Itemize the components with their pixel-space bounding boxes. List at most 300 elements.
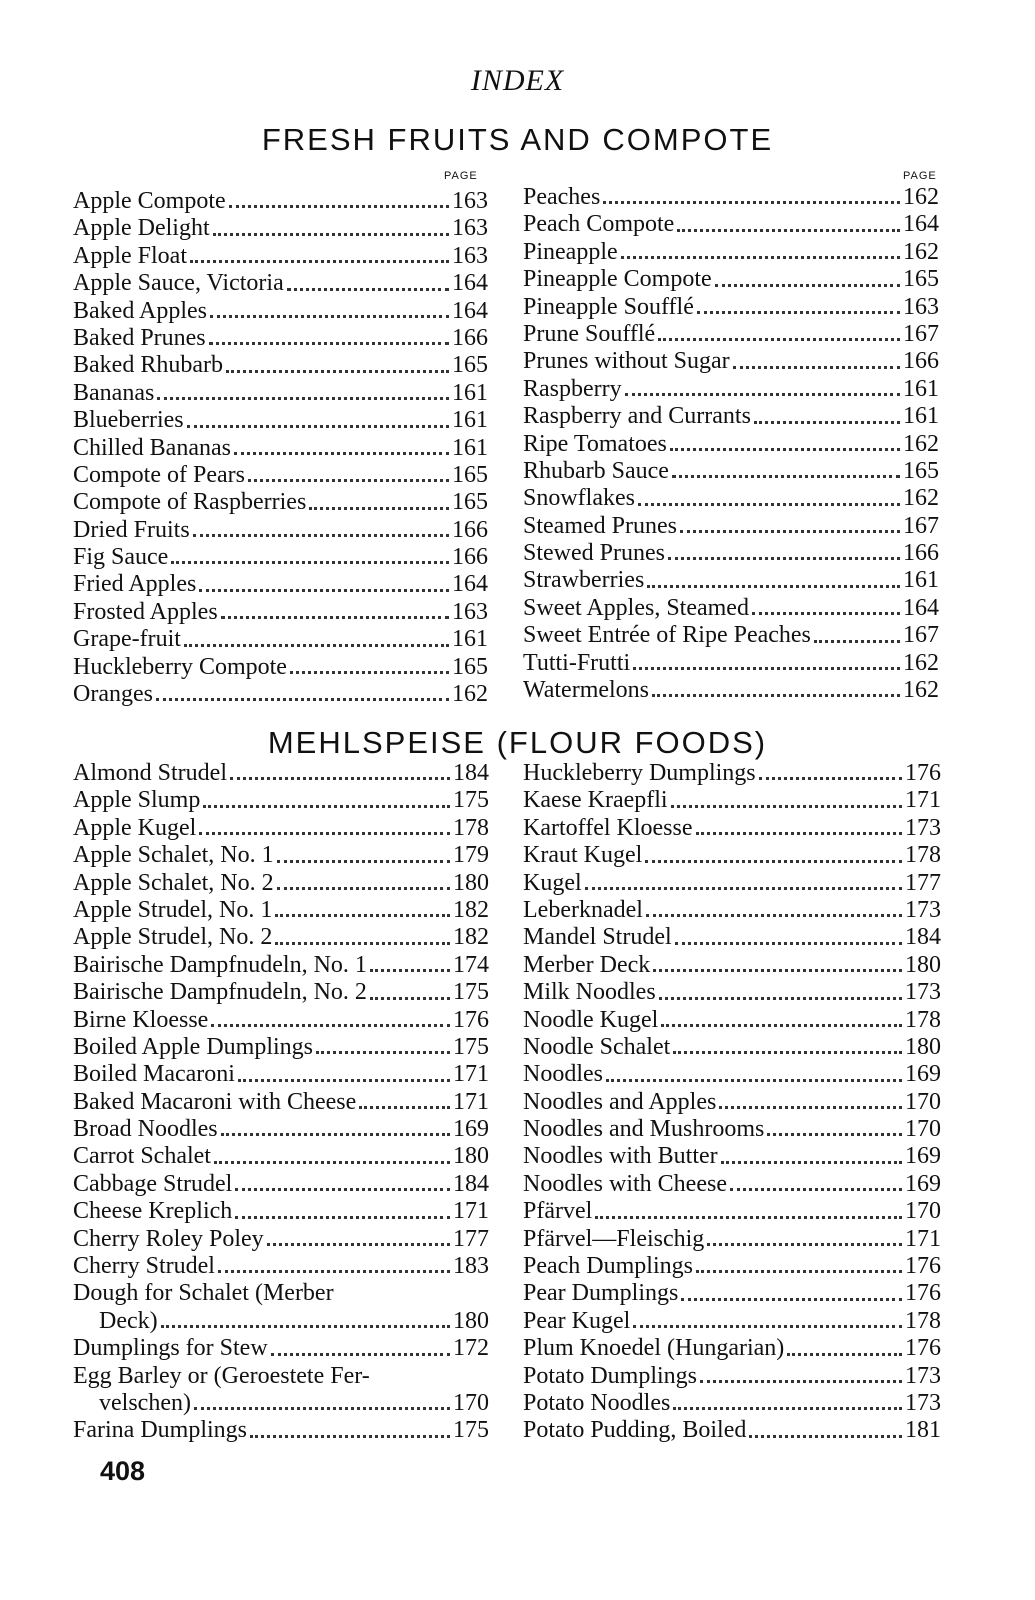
index-entry — [523, 184, 939, 211]
index-entry — [73, 489, 488, 516]
index-entry — [73, 1116, 489, 1143]
entry-title: Peach Dumplings — [523, 1253, 693, 1280]
dot-leader — [359, 1105, 450, 1109]
dot-leader — [316, 1050, 450, 1054]
entry-title: Noodle Schalet — [523, 1033, 671, 1060]
index-entry — [523, 1034, 941, 1061]
index-entry — [523, 897, 941, 924]
dot-leader — [675, 941, 902, 945]
entry-title: Huckleberry Dumplings — [523, 759, 756, 786]
dot-leader — [733, 365, 900, 369]
entry-title: Almond Strudel — [73, 759, 227, 786]
entry-title: Fig Sauce — [73, 544, 169, 571]
entry-page-number: 175 — [453, 1033, 489, 1060]
entry-title: Huckleberry Compote — [73, 653, 287, 680]
entry-title: Apple Float — [73, 242, 187, 269]
index-entry — [523, 815, 941, 842]
entry-page-number: 170 — [905, 1116, 941, 1143]
entry-page-number: 171 — [905, 787, 941, 814]
entry-page-number: 165 — [903, 266, 939, 293]
index-entry — [523, 1335, 941, 1362]
entry-page-number: 162 — [903, 238, 939, 265]
entry-title: Merber Deck — [523, 951, 651, 978]
index-entry — [523, 1253, 941, 1280]
index-entry — [73, 1280, 489, 1307]
entry-title: Steamed Prunes — [523, 512, 677, 539]
entry-page-number: 164 — [903, 211, 939, 238]
index-entry — [73, 1308, 489, 1335]
entry-title: Noodles and Apples — [523, 1088, 717, 1115]
dot-leader — [700, 1379, 902, 1383]
index-entry — [73, 1253, 489, 1280]
index-entry — [73, 1198, 489, 1225]
dot-leader — [647, 584, 900, 588]
entry-title: Dough for Schalet (Merber — [73, 1280, 334, 1307]
dot-leader — [275, 913, 450, 917]
dot-leader — [267, 1242, 450, 1246]
index-entry — [523, 952, 941, 979]
entry-page-number: 178 — [905, 842, 941, 869]
entry-title: Blueberries — [73, 407, 184, 434]
entry-title: Potato Noodles — [523, 1389, 671, 1416]
index-entry — [523, 1226, 941, 1253]
dot-leader — [670, 447, 900, 451]
entry-page-number: 166 — [903, 348, 939, 375]
index-entry — [523, 1417, 941, 1444]
index-entry — [73, 1417, 489, 1444]
index-entry — [73, 681, 488, 708]
page-number: 408 — [100, 1456, 146, 1486]
entry-page-number: 170 — [905, 1198, 941, 1225]
entry-page-number: 165 — [903, 457, 939, 484]
entry-page-number: 161 — [903, 567, 939, 594]
index-entry — [523, 1171, 941, 1198]
entry-page-number: 166 — [452, 516, 488, 543]
dot-leader — [653, 968, 902, 972]
entry-title: Pineapple Soufflé — [523, 293, 694, 320]
entry-title: Sweet Entrée of Ripe Peaches — [523, 622, 811, 649]
index-entry — [523, 266, 939, 293]
index-entry — [73, 952, 489, 979]
entry-page-number: 162 — [903, 649, 939, 676]
entry-page-number: 164 — [452, 297, 488, 324]
entry-page-number: 167 — [903, 320, 939, 347]
entry-page-number: 180 — [905, 1033, 941, 1060]
index-column-left — [73, 760, 489, 1445]
dot-leader — [672, 474, 900, 478]
index-entry — [523, 924, 941, 951]
entry-title: Milk Noodles — [523, 979, 656, 1006]
dot-leader — [235, 1215, 450, 1219]
entry-title: Boiled Apple Dumplings — [73, 1033, 313, 1060]
entry-title: Baked Apples — [73, 297, 207, 324]
dot-leader — [638, 502, 900, 506]
entry-page-number: 182 — [453, 896, 489, 923]
entry-title: Potato Dumplings — [523, 1362, 698, 1389]
entry-title: Pfärvel—Fleischig — [523, 1225, 705, 1252]
index-entry — [523, 1363, 941, 1390]
index-entry — [73, 243, 488, 270]
entry-page-number: 161 — [452, 379, 488, 406]
dot-leader — [290, 670, 449, 674]
index-entry — [73, 544, 488, 571]
entry-title: Apple Slump — [73, 787, 201, 814]
entry-title: Pineapple — [523, 238, 618, 265]
dot-leader — [238, 1078, 450, 1082]
entry-title: Broad Noodles — [73, 1116, 218, 1143]
index-entry — [523, 1061, 941, 1088]
entry-title: Tutti-Frutti — [523, 649, 631, 676]
entry-page-number: 162 — [903, 183, 939, 210]
dot-leader — [814, 639, 900, 643]
dot-leader — [199, 588, 449, 592]
dot-leader — [696, 1269, 902, 1273]
entry-page-number: 162 — [903, 677, 939, 704]
entry-page-number: 161 — [903, 403, 939, 430]
page-column-label-right: PAGE — [903, 170, 937, 182]
entry-page-number: 172 — [453, 1335, 489, 1362]
index-entry — [523, 595, 939, 622]
entry-page-number: 173 — [905, 814, 941, 841]
dot-leader — [668, 556, 900, 560]
entry-page-number: 183 — [453, 1253, 489, 1280]
index-entry — [73, 1390, 489, 1417]
entry-page-number: 161 — [903, 375, 939, 402]
dot-leader — [277, 886, 450, 890]
dot-leader — [659, 996, 902, 1000]
dot-leader — [156, 697, 449, 701]
dot-leader — [214, 1160, 450, 1164]
index-entry — [73, 924, 489, 951]
index-entry — [523, 1390, 941, 1417]
entry-page-number: 184 — [453, 759, 489, 786]
entry-page-number: 163 — [452, 242, 488, 269]
index-entry — [73, 1007, 489, 1034]
dot-leader — [673, 1050, 902, 1054]
entry-page-number: 176 — [905, 1335, 941, 1362]
index-entry — [523, 376, 939, 403]
entry-page-number: 176 — [453, 1006, 489, 1033]
index-entry — [73, 380, 488, 407]
dot-leader — [157, 396, 449, 400]
entry-page-number: 167 — [903, 512, 939, 539]
index-entry — [73, 815, 489, 842]
index-entry — [73, 298, 488, 325]
entry-title: Apple Kugel — [73, 814, 197, 841]
entry-page-number: 169 — [905, 1170, 941, 1197]
dot-leader — [226, 369, 449, 373]
dot-leader — [707, 1242, 902, 1246]
dot-leader — [585, 886, 902, 890]
index-entry — [523, 760, 941, 787]
entry-page-number: 180 — [453, 869, 489, 896]
index-entry — [523, 211, 939, 238]
entry-title: Leberknadel — [523, 896, 643, 923]
entry-title: Apple Strudel, No. 2 — [73, 924, 273, 951]
index-entry — [73, 1061, 489, 1088]
dot-leader — [652, 693, 900, 697]
dot-leader — [633, 1324, 902, 1328]
index-entry — [73, 870, 489, 897]
dot-leader — [752, 611, 900, 615]
entry-title: Grape-fruit — [73, 626, 181, 653]
entry-page-number: 165 — [452, 352, 488, 379]
entry-title: Carrot Schalet — [73, 1143, 211, 1170]
dot-leader — [187, 424, 449, 428]
index-entry — [73, 897, 489, 924]
dot-leader — [229, 204, 449, 208]
dot-leader — [221, 1132, 450, 1136]
dot-leader — [370, 968, 450, 972]
dot-leader — [595, 1215, 902, 1219]
dot-leader — [248, 478, 449, 482]
dot-leader — [199, 831, 450, 835]
dot-leader — [680, 529, 900, 533]
entry-title: Kaese Kraepfli — [523, 787, 668, 814]
entry-page-number: 179 — [453, 842, 489, 869]
dot-leader — [681, 1297, 902, 1301]
entry-page-number: 175 — [453, 1417, 489, 1444]
index-entry — [73, 215, 488, 242]
entry-title: Compote of Raspberries — [73, 489, 307, 516]
dot-leader — [161, 1324, 450, 1328]
index-entry — [73, 599, 488, 626]
entry-title: Peaches — [523, 183, 601, 210]
running-title: INDEX — [470, 64, 565, 97]
dot-leader — [625, 392, 900, 396]
index-entry — [523, 1143, 941, 1170]
entry-page-number: 161 — [452, 434, 488, 461]
entry-title: Noodles with Cheese — [523, 1170, 727, 1197]
index-entry — [523, 1308, 941, 1335]
index-entry — [73, 760, 489, 787]
entry-page-number: 178 — [905, 1006, 941, 1033]
dot-leader — [277, 859, 450, 863]
entry-title: Egg Barley or (Geroestete Fer- — [73, 1362, 370, 1389]
index-entry — [523, 870, 941, 897]
index-entry — [523, 513, 939, 540]
index-entry — [523, 403, 939, 430]
index-entry — [523, 321, 939, 348]
entry-title: Prune Soufflé — [523, 320, 656, 347]
entry-title: Ripe Tomatoes — [523, 430, 667, 457]
entry-title: Dried Fruits — [73, 516, 190, 543]
dot-leader — [194, 1406, 450, 1410]
entry-page-number: 170 — [905, 1088, 941, 1115]
index-entry — [73, 462, 488, 489]
entry-title: Pfärvel — [523, 1198, 593, 1225]
entry-title: Mandel Strudel — [523, 924, 672, 951]
dot-leader — [730, 1187, 902, 1191]
entry-title: Watermelons — [523, 677, 650, 704]
dot-leader — [759, 776, 902, 780]
entry-page-number: 165 — [452, 489, 488, 516]
index-entry — [73, 1143, 489, 1170]
entry-title: Cabbage Strudel — [73, 1170, 233, 1197]
entry-page-number: 173 — [905, 1362, 941, 1389]
entry-title: Noodles and Mushrooms — [523, 1116, 765, 1143]
index-entry — [523, 567, 939, 594]
entry-page-number: 163 — [452, 215, 488, 242]
dot-leader — [193, 533, 449, 537]
entry-title: Kraut Kugel — [523, 842, 643, 869]
entry-title: Prunes without Sugar — [523, 348, 730, 375]
entry-page-number: 178 — [453, 814, 489, 841]
entry-title: Baked Rhubarb — [73, 352, 223, 379]
entry-page-number: 170 — [453, 1389, 489, 1416]
dot-leader — [721, 1160, 902, 1164]
entry-title: Rhubarb Sauce — [523, 457, 669, 484]
index-entry — [523, 979, 941, 1006]
entry-title: Chilled Bananas — [73, 434, 231, 461]
entry-title: Farina Dumplings — [73, 1417, 247, 1444]
entry-title: velschen) — [99, 1389, 191, 1416]
entry-page-number: 175 — [453, 979, 489, 1006]
dot-leader — [287, 287, 449, 291]
index-entry — [73, 352, 488, 379]
dot-leader — [370, 996, 450, 1000]
entry-title: Potato Pudding, Boiled — [523, 1417, 747, 1444]
entry-page-number: 181 — [905, 1417, 941, 1444]
entry-page-number: 162 — [903, 485, 939, 512]
entry-page-number: 171 — [453, 1061, 489, 1088]
entry-title: Sweet Apples, Steamed — [523, 594, 749, 621]
index-entry — [523, 1198, 941, 1225]
entry-title: Noodles — [523, 1061, 603, 1088]
dot-leader — [210, 314, 449, 318]
dot-leader — [696, 831, 903, 835]
dot-leader — [213, 232, 449, 236]
index-entry — [523, 1116, 941, 1143]
dot-leader — [271, 1352, 450, 1356]
entry-page-number: 161 — [452, 626, 488, 653]
entry-title: Kartoffel Kloesse — [523, 814, 693, 841]
dot-leader — [211, 1023, 450, 1027]
section-title-mehlspeise: MEHLSPEISE (FLOUR FOODS) — [267, 725, 768, 760]
index-entry — [73, 842, 489, 869]
index-entry — [523, 294, 939, 321]
entry-page-number: 176 — [905, 759, 941, 786]
entry-title: Compote of Pears — [73, 461, 245, 488]
dot-leader — [221, 615, 449, 619]
dot-leader — [697, 310, 900, 314]
entry-page-number: 184 — [453, 1170, 489, 1197]
index-column-right — [523, 184, 939, 704]
entry-page-number: 162 — [903, 430, 939, 457]
entry-title: Frosted Apples — [73, 598, 218, 625]
entry-page-number: 177 — [453, 1225, 489, 1252]
entry-page-number: 177 — [905, 869, 941, 896]
index-entry — [523, 1280, 941, 1307]
index-entry — [73, 1034, 489, 1061]
index-entry — [523, 348, 939, 375]
dot-leader — [754, 420, 900, 424]
index-entry — [73, 979, 489, 1006]
index-entry — [523, 239, 939, 266]
index-column-right — [523, 760, 941, 1445]
index-entry — [73, 626, 488, 653]
index-entry — [73, 571, 488, 598]
entry-page-number: 176 — [905, 1280, 941, 1307]
entry-page-number: 165 — [452, 653, 488, 680]
entry-title: Baked Prunes — [73, 324, 206, 351]
dot-leader — [218, 1269, 450, 1273]
dot-leader — [661, 1023, 902, 1027]
entry-title: Dumplings for Stew — [73, 1335, 268, 1362]
dot-leader — [645, 859, 902, 863]
index-entry — [523, 787, 941, 814]
index-entry — [73, 325, 488, 352]
entry-page-number: 164 — [452, 270, 488, 297]
entry-page-number: 178 — [905, 1307, 941, 1334]
entry-title: Apple Strudel, No. 1 — [73, 896, 273, 923]
entry-title: Peach Compote — [523, 211, 675, 238]
dot-leader — [603, 200, 900, 204]
dot-leader — [606, 1078, 902, 1082]
index-entry — [523, 1089, 941, 1116]
entry-page-number: 164 — [903, 594, 939, 621]
index-entry — [523, 431, 939, 458]
entry-title: Apple Compote — [73, 187, 226, 214]
section-title-fresh-fruits: FRESH FRUITS AND COMPOTE — [261, 122, 774, 157]
index-column-left — [73, 188, 488, 708]
dot-leader — [621, 255, 900, 259]
index-entry — [73, 407, 488, 434]
entry-title: Boiled Macaroni — [73, 1061, 235, 1088]
entry-page-number: 176 — [905, 1253, 941, 1280]
entry-title: Pear Kugel — [523, 1307, 631, 1334]
index-entry — [523, 458, 939, 485]
index-entry — [73, 1335, 489, 1362]
index-entry — [523, 485, 939, 512]
page-column-label-left: PAGE — [444, 170, 478, 182]
entry-title: Snowflakes — [523, 485, 635, 512]
entry-title: Plum Knoedel (Hungarian) — [523, 1335, 785, 1362]
dot-leader — [719, 1105, 902, 1109]
entry-title: Baked Macaroni with Cheese — [73, 1088, 357, 1115]
entry-title: Bananas — [73, 379, 155, 406]
entry-title: Kugel — [523, 869, 582, 896]
entry-page-number: 161 — [452, 407, 488, 434]
entry-page-number: 164 — [452, 571, 488, 598]
index-entry — [73, 270, 488, 297]
index-entry — [73, 517, 488, 544]
dot-leader — [633, 666, 900, 670]
dot-leader — [767, 1132, 902, 1136]
entry-title: Birne Kloesse — [73, 1006, 209, 1033]
entry-title: Pineapple Compote — [523, 266, 712, 293]
dot-leader — [235, 1187, 450, 1191]
dot-leader — [658, 337, 900, 341]
index-entry — [73, 1089, 489, 1116]
index-entry — [523, 622, 939, 649]
entry-title: Apple Schalet, No. 1 — [73, 842, 274, 869]
entry-title: Apple Schalet, No. 2 — [73, 869, 274, 896]
index-entry — [73, 435, 488, 462]
entry-page-number: 173 — [905, 1389, 941, 1416]
entry-page-number: 180 — [453, 1307, 489, 1334]
dot-leader — [184, 643, 449, 647]
dot-leader — [787, 1352, 902, 1356]
dot-leader — [171, 560, 449, 564]
entry-page-number: 175 — [453, 787, 489, 814]
entry-title: Pear Dumplings — [523, 1280, 679, 1307]
entry-page-number: 180 — [453, 1143, 489, 1170]
entry-title: Noodle Kugel — [523, 1006, 659, 1033]
entry-title: Raspberry — [523, 375, 622, 402]
dot-leader — [230, 776, 450, 780]
entry-title: Deck) — [99, 1307, 158, 1334]
